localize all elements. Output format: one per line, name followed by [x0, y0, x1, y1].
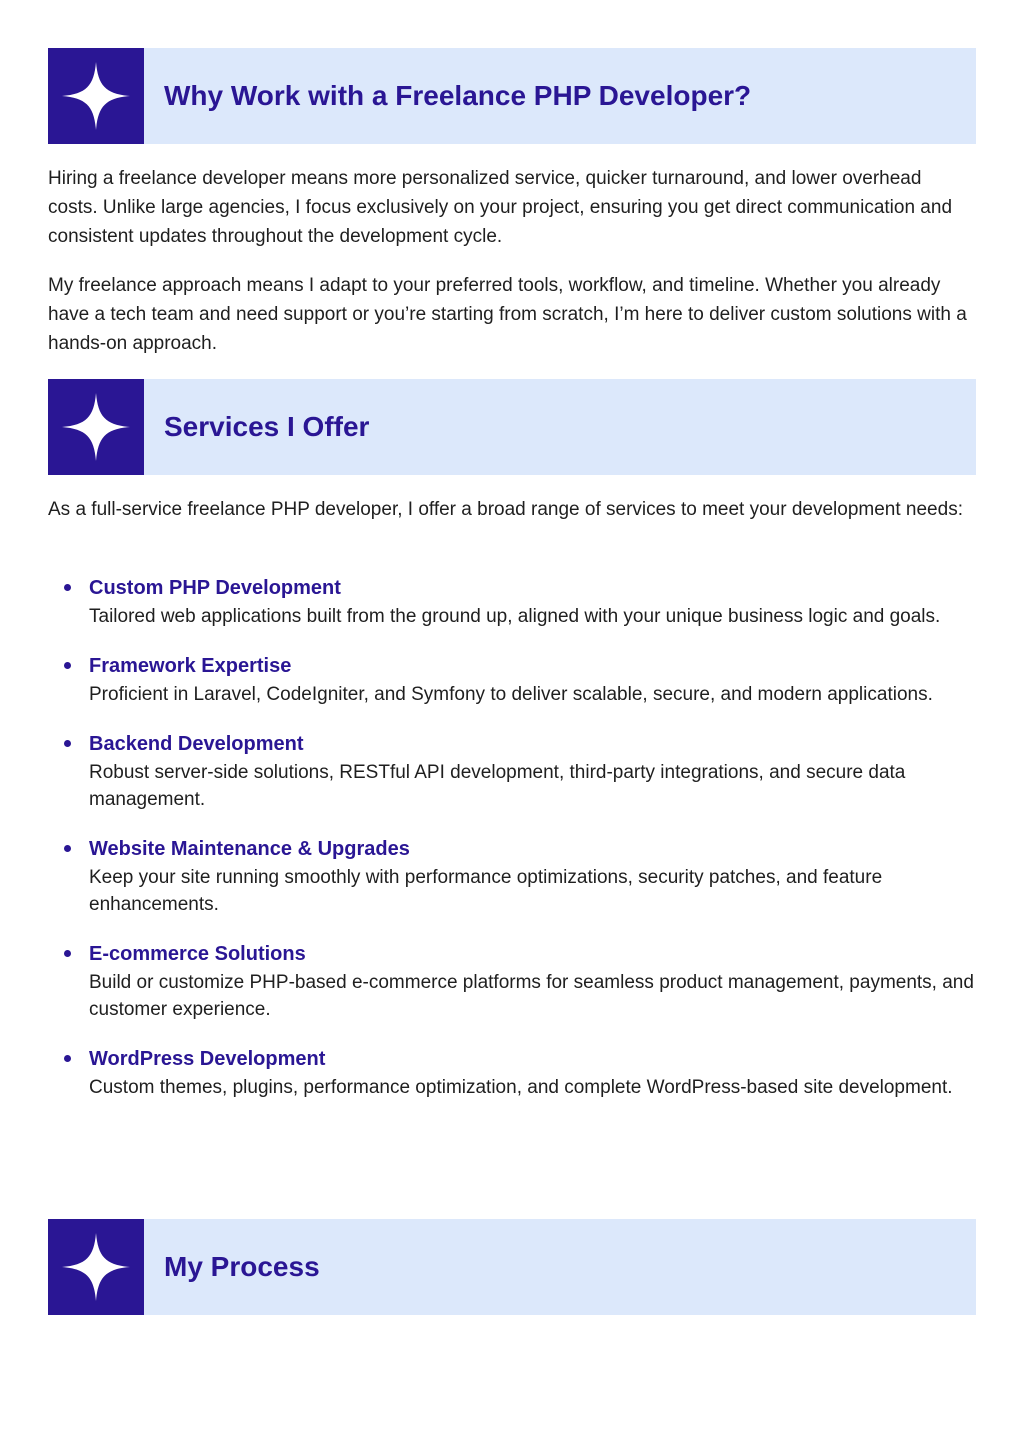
bullet-icon: [64, 845, 71, 852]
service-description: Keep your site running smoothly with performance optimizations, security patches, and feature enhancements.: [89, 867, 883, 915]
service-title: Framework Expertise: [89, 655, 292, 677]
list-item: [48, 941, 976, 1023]
service-description: Robust server-side solutions, RESTful API development, third-party integrations, and secure data management.: [89, 762, 906, 810]
sparkle-icon: [48, 48, 144, 144]
service-description: Build or customize PHP-based e-commerce platforms for seamless product management, payments, and customer experience.: [89, 972, 974, 1020]
services-intro: [48, 495, 976, 524]
paragraph: Hiring a freelance developer means more personalized service, quicker turnaround, and lower overhead costs. Unlike large agencies, I focus exclusively on your project, ensuring you get direct communication and consistent updates throughout the development cycle.: [48, 168, 953, 247]
list-item: [48, 575, 976, 630]
section-header-process: [48, 1219, 976, 1315]
paragraph: My freelance approach means I adapt to your preferred tools, workflow, and timeline. Whether you already have a tech team and need support or you’re starting from scratch, I’m here to deliver custom solutions with a hands-on approach.: [48, 275, 967, 354]
service-title: E-commerce Solutions: [89, 943, 306, 965]
list-item: [48, 1046, 976, 1101]
list-item: [48, 731, 976, 813]
section-header-why: [48, 48, 976, 144]
service-description: Custom themes, plugins, performance optimization, and complete WordPress-based site development.: [89, 1077, 953, 1098]
bullet-icon: [64, 1055, 71, 1062]
paragraph: As a full-service freelance PHP developer, I offer a broad range of services to meet your development needs:: [48, 499, 963, 520]
service-title: WordPress Development: [89, 1048, 326, 1070]
bullet-icon: [64, 584, 71, 591]
sparkle-icon: [48, 1219, 144, 1315]
services-list: [48, 575, 976, 1101]
service-description: Proficient in Laravel, CodeIgniter, and Symfony to deliver scalable, secure, and modern applications.: [89, 684, 933, 705]
section-title: Services I Offer: [164, 411, 370, 442]
section-header-services: [48, 379, 976, 475]
service-title: Backend Development: [89, 733, 304, 755]
service-description: Tailored web applications built from the ground up, aligned with your unique business logic and goals.: [89, 606, 941, 627]
sparkle-icon: [48, 379, 144, 475]
list-item: [48, 836, 976, 918]
section-title: Why Work with a Freelance PHP Developer?: [164, 80, 752, 111]
section-title: My Process: [164, 1251, 320, 1282]
service-title: Website Maintenance & Upgrades: [89, 838, 410, 860]
list-item: [48, 653, 976, 708]
service-title: Custom PHP Development: [89, 577, 341, 599]
bullet-icon: [64, 740, 71, 747]
why-body: [48, 164, 976, 358]
bullet-icon: [64, 950, 71, 957]
bullet-icon: [64, 662, 71, 669]
